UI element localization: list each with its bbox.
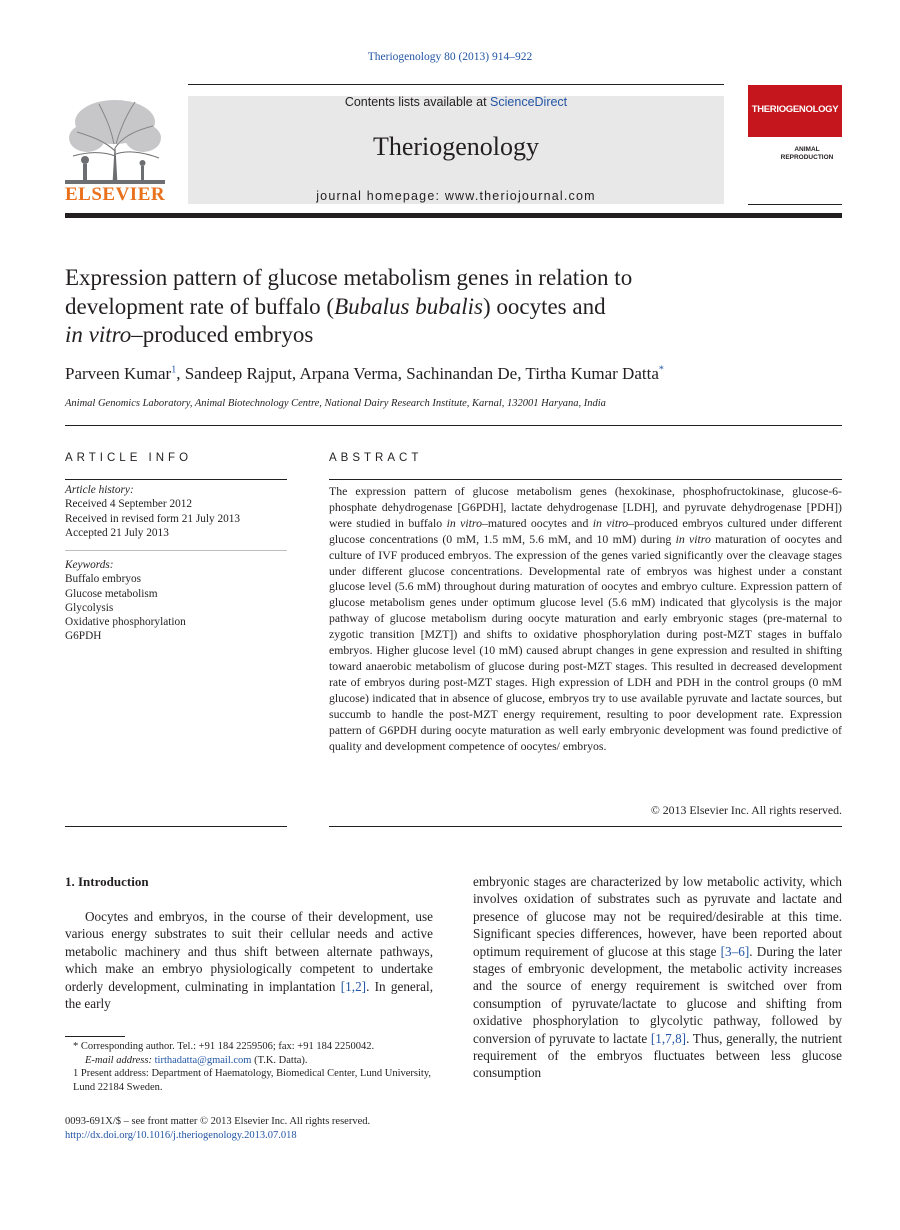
cover-rule bbox=[748, 204, 842, 205]
journal-title: Theriogenology bbox=[372, 132, 540, 161]
title-segment: development rate of buffalo ( bbox=[65, 293, 335, 319]
footnote-text: Corresponding author. Tel.: +91 184 2259506; fax: +91 184 2250042. bbox=[78, 1041, 375, 1052]
article-info-rule bbox=[65, 479, 287, 480]
intro-segment: . During the later stages of embryonic development, the metabolic activity increases and the source of energy requirement is switched over from consumption of pyruvate/lactate to glucose and shifting from oxidative phosphorylation to glycolytic pathway, followed by conversion of pyruvate to lactate bbox=[473, 943, 842, 1046]
publisher-logo-text: ELSEVIER bbox=[65, 184, 166, 205]
abstract-segment: The expression pattern of glucose metabolism genes (hexokinase, phosphofructokinase, glucose-6-phosphate dehydrogenase [G6PDH], lactate dehydrogenase [LDH], and pyruvate dehydrogenase [PDH]) were studied in buffalo bbox=[329, 484, 842, 530]
intro-segment: . Thus, generally, the nutrient requirement of the embryos fluctuates between less glucose consumption bbox=[473, 1030, 843, 1081]
email-note bbox=[65, 1054, 433, 1068]
journal-reference[interactable]: Theriogenology 80 (2013) 914–922 bbox=[367, 51, 533, 63]
title-species: Bubalus bubalis bbox=[334, 293, 483, 319]
present-address-note bbox=[65, 1067, 433, 1094]
elsevier-tree-logo-icon bbox=[65, 96, 165, 184]
cover-subtitle-line-1: ANIMAL bbox=[794, 146, 820, 153]
intro-segment: embryonic stages are characterized by low metabolic activity, which involves oxidation of substrates such as pyruvate and lactate and presence of glucose may not be required/desirable at this time. Significant species differences, however, have been reported about optimum requirement of glucose at this stage bbox=[473, 874, 842, 959]
citation-link[interactable]: [1,7,8] bbox=[650, 1030, 687, 1046]
title-in-vitro: in vitro bbox=[65, 322, 132, 347]
keyword: Buffalo embryos bbox=[65, 573, 142, 586]
footnote-rule bbox=[65, 1036, 125, 1037]
title-line-2 bbox=[65, 293, 842, 322]
cover-title: THERIOGENOLOGY bbox=[751, 104, 839, 115]
title-line-3 bbox=[65, 321, 842, 350]
abstract-segment: –produced embryos cultured under different glucose concentrations (0 mM, 1.5 mM, 5.6 mM, and 10 mM) during bbox=[329, 515, 843, 546]
keyword: Glucose metabolism bbox=[65, 587, 158, 600]
revised-date: Received in revised form 21 July 2013 bbox=[65, 512, 241, 525]
title-segment: ) oocytes and bbox=[482, 293, 606, 319]
introduction-right-column bbox=[473, 873, 842, 1082]
corresponding-author-note bbox=[65, 1040, 433, 1054]
issn-line: 0093-691X/$ – see front matter © 2013 Elsevier Inc. All rights reserved. bbox=[65, 1116, 371, 1127]
keywords bbox=[65, 558, 287, 644]
header-top-rule bbox=[188, 84, 724, 85]
contents-prefix: Contents lists available at bbox=[344, 95, 491, 109]
keyword: G6PDH bbox=[65, 630, 102, 643]
introduction-heading: 1. Introduction bbox=[65, 874, 149, 889]
abstract-heading: ABSTRACT bbox=[329, 452, 423, 464]
article-info-bottom-rule bbox=[65, 826, 287, 827]
footnotes bbox=[65, 1040, 433, 1094]
footnote-text: Present address: Department of Haematology, Biomedical Center, Lund University, Lund 22184 Sweden. bbox=[73, 1068, 432, 1093]
doi-link[interactable]: http://dx.doi.org/10.1016/j.theriogenology.2013.07.018 bbox=[65, 1129, 297, 1141]
keywords-label: Keywords: bbox=[65, 559, 114, 571]
affiliation: Animal Genomics Laboratory, Animal Biotechnology Centre, National Dairy Research Institute, Karnal, 132001 Haryana, India bbox=[65, 398, 606, 409]
author-footnote-mark[interactable]: 1 bbox=[171, 364, 177, 376]
abstract-italic: in vitro bbox=[675, 531, 711, 546]
abstract-segment: –matured oocytes and bbox=[481, 515, 593, 530]
intro-segment: Oocytes and embryos, in the course of their development, use various energy substrates to suit their cellular needs and active metabolic machinery and thus shift between alternate pathways, which make an embryo physiologically competent to undertake orderly development, culminating in implantation bbox=[65, 909, 433, 994]
abstract-bottom-rule bbox=[329, 826, 842, 827]
keywords-rule bbox=[65, 550, 287, 551]
author-rest: , Sandeep Rajput, Arpana Verma, Sachinandan De, Tirtha Kumar Datta bbox=[176, 364, 659, 383]
email-link[interactable]: tirthadatta@gmail.com bbox=[154, 1054, 252, 1066]
email-label: E-mail address: bbox=[85, 1054, 155, 1066]
contents-line bbox=[188, 95, 724, 109]
keyword: Oxidative phosphorylation bbox=[65, 616, 186, 629]
title-line-1: Expression pattern of glucose metabolism genes in relation to bbox=[65, 265, 633, 290]
citation-link[interactable]: [3–6] bbox=[720, 943, 750, 959]
intro-segment: . In general, the early bbox=[65, 978, 433, 1012]
abstract-italic: in vitro bbox=[446, 515, 482, 530]
journal-homepage[interactable]: journal homepage: www.theriojournal.com bbox=[316, 189, 596, 203]
author-first: Parveen Kumar bbox=[65, 364, 172, 383]
title-segment: –produced embryos bbox=[131, 322, 314, 347]
keyword: Glycolysis bbox=[65, 601, 114, 614]
abstract-copyright: © 2013 Elsevier Inc. All rights reserved. bbox=[650, 803, 842, 817]
header-thick-rule bbox=[65, 213, 842, 218]
footnote-mark: 1 bbox=[73, 1068, 79, 1079]
introduction-left-column bbox=[65, 908, 433, 1012]
corresponding-author-mark[interactable]: * bbox=[658, 364, 664, 376]
article-title bbox=[65, 264, 842, 350]
abstract-body bbox=[329, 484, 842, 754]
author-list bbox=[65, 364, 842, 384]
history-label: Article history: bbox=[65, 484, 134, 496]
citation-link[interactable]: [1,2] bbox=[340, 978, 367, 994]
cover-subtitle bbox=[772, 146, 842, 162]
footnote-text: (T.K. Datta). bbox=[251, 1054, 308, 1066]
article-info-heading: ARTICLE INFO bbox=[65, 452, 193, 464]
article-history bbox=[65, 483, 287, 540]
received-date: Received 4 September 2012 bbox=[65, 498, 193, 511]
footnote-mark: * bbox=[73, 1041, 79, 1052]
sciencedirect-link[interactable]: ScienceDirect bbox=[490, 95, 568, 109]
abstract-segment: maturation of oocytes and culture of IVF produced embryos. The expression of the genes varied significantly over the cleavage stages under different glucose concentrations. Developmental rate of embryos was highest under a constant glucose level (5.6 mM) throughout during maturation of oocytes and embryo culture. Expression pattern of glucose metabolism genes under optimum glucose level (5.6 mM) indicated that glycolysis is the major pathway of glucose metabolism during oocyte maturation and early embryonic stages (pre-maternal to zygotic transition [MZT]) and shifts to oxidative phosphorylation during post-MZT stages in buffalo embryos. Higher glucose level (10 mM) caused abrupt changes in gene expression and resulted in shifting toward anaerobic metabolism of glucose during post-MZT stages. This resulted in decreased development rate of embryos during post-MZT stages. High expression of LDH and PDH in the control groups (0 mM glucose) indicated that in absence of glucose, embryos try to use available pyruvate and lactate sources, but succumb to handle the post-MZT energy requirement, resulting to poor development rate. Expression pattern of G6PDH during oocyte maturation as well early embryonic development was found predictive of quality and development competence of oocytes/ embryos. bbox=[329, 531, 842, 753]
abstract-rule bbox=[329, 479, 842, 480]
accepted-date: Accepted 21 July 2013 bbox=[65, 526, 169, 539]
abstract-italic: in vitro bbox=[592, 515, 629, 530]
title-divider bbox=[65, 425, 842, 426]
cover-subtitle-line-2: REPRODUCTION bbox=[780, 154, 834, 161]
front-matter bbox=[65, 1115, 433, 1142]
